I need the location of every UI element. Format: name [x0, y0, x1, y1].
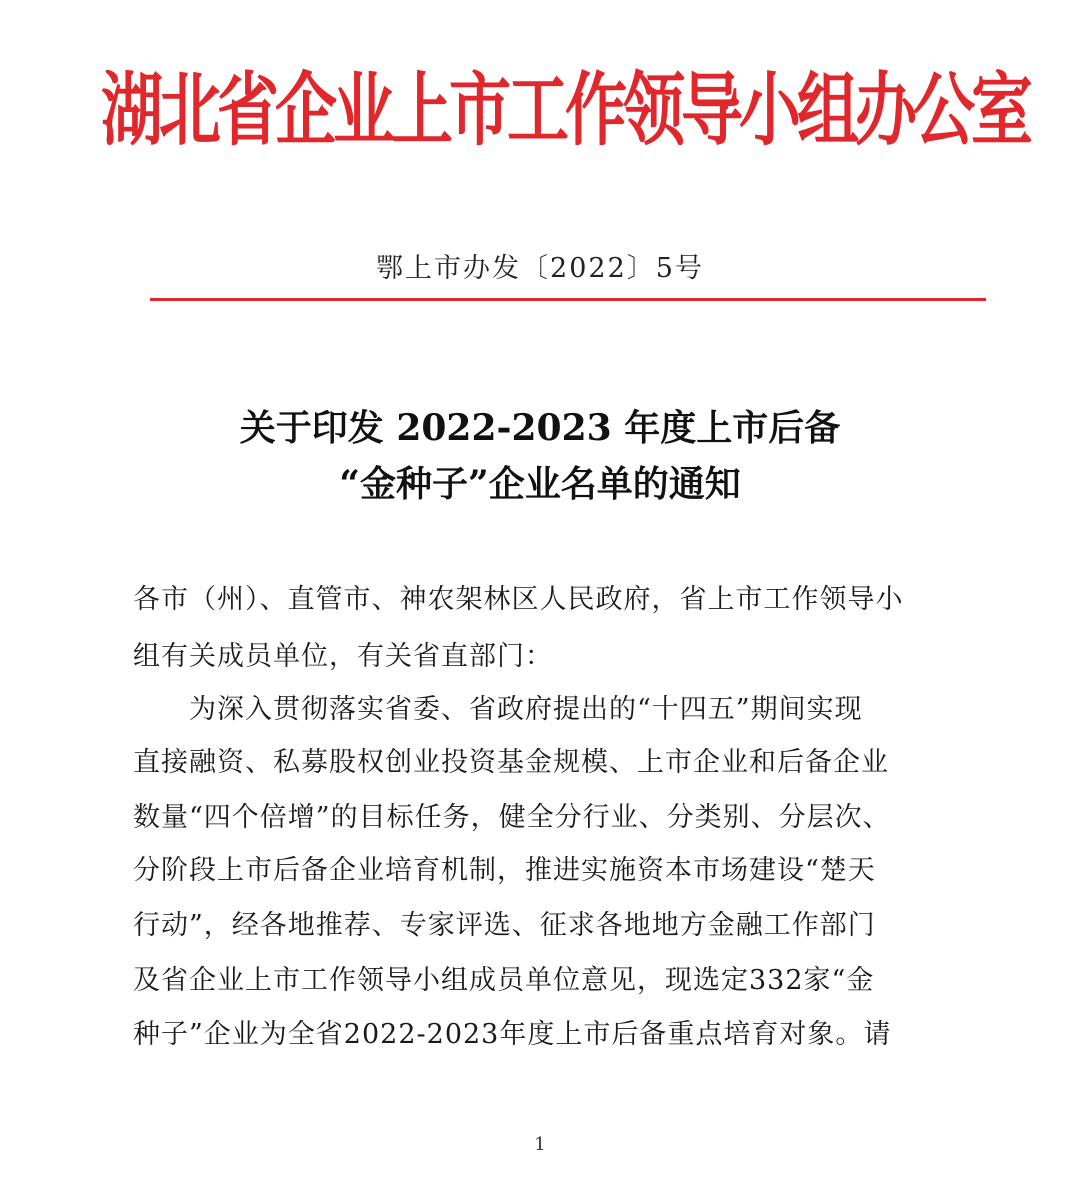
body-line: 为深入贯彻落实省委、省政府提出的“十四五”期间实现 [133, 694, 863, 725]
body-line: 及省企业上市工作领导小组成员单位意见，现选定332家“金 [133, 965, 875, 996]
body-line: 分阶段上市后备企业培育机制，推进实施资本市场建设“楚天 [133, 855, 876, 886]
body-line: 种子”企业为全省2022-2023年度上市后备重点培育对象。请 [133, 1019, 892, 1050]
body-line: 组有关成员单位，有关省直部门： [133, 641, 553, 672]
body-line: 直接融资、私募股权创业投资基金规模、上市企业和后备企业 [133, 747, 889, 778]
body-line: 各市（州）、直管市、神农架林区人民政府，省上市工作领导小 [133, 584, 904, 615]
notice-title-line-2: “金种子”企业名单的通知 [339, 463, 741, 505]
document-number: 鄂上市办发〔2022〕5号 [376, 253, 704, 284]
body-line: 数量“四个倍增”的目标任务，健全分行业、分类别、分层次、 [133, 802, 891, 833]
notice-title-line-1: 关于印发 2022-2023 年度上市后备 [239, 407, 841, 449]
body-line: 行动”，经各地推荐、专家评选、征求各地地方金融工作部门 [133, 910, 876, 941]
masthead-title: 湖北省企业上市工作领导小组办公室 [101, 62, 1030, 157]
red-divider [150, 298, 986, 301]
page-number: 1 [534, 1134, 546, 1155]
